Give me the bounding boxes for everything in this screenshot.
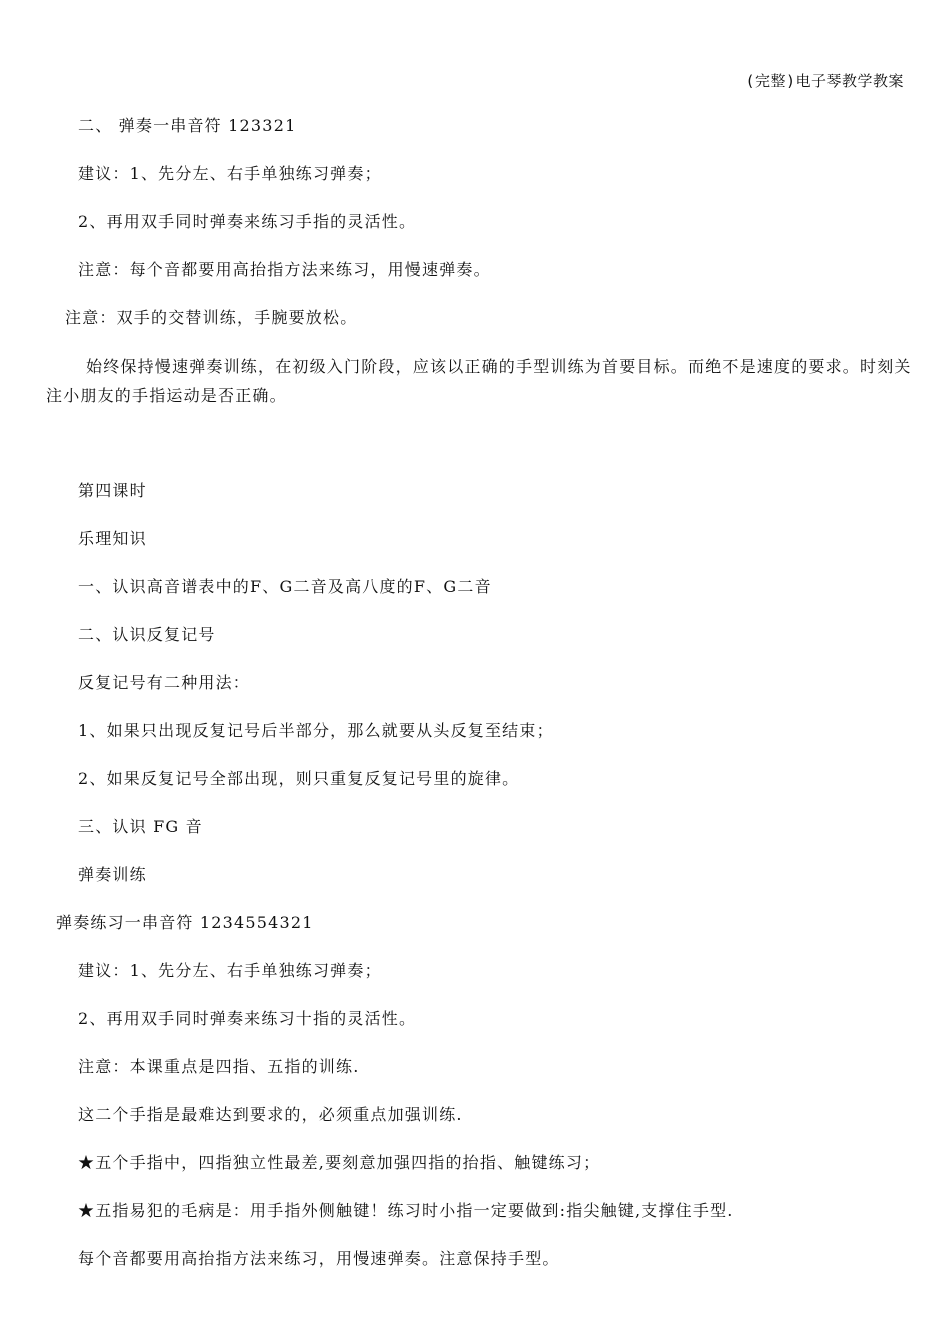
theory-item-3: 三、认识 FG 音: [78, 817, 203, 836]
lesson-title: 第四课时: [78, 481, 147, 500]
guidance-paragraph: 始终保持慢速弹奏训练，在初级入门阶段，应该以正确的手型训练为首要目标。而绝不是速度的要求。时刻关注小朋友的手指运动是否正确。: [46, 357, 912, 405]
note-line-1: 注意：每个音都要用高抬指方法来练习，用慢速弹奏。: [78, 260, 491, 279]
suggestion-line-2: 2、再用双手同时弹奏来练习手指的灵活性。: [78, 212, 417, 231]
theory-item-1: 一、认识高音谱表中的F、G二音及高八度的F、G二音: [78, 577, 492, 596]
exercise-line: 弹奏练习一串音符 1234554321: [56, 913, 314, 932]
section-heading-play-notes: 二、 弹奏一串音符 123321: [78, 116, 297, 135]
repeat-usage-2: 2、如果反复记号全部出现，则只重复反复记号里的旋律。: [78, 769, 520, 788]
theory-heading: 乐理知识: [78, 529, 147, 548]
repeat-usage-1: 1、如果只出现反复记号后半部分，那么就要从头反复至结束；: [78, 721, 554, 740]
lesson-suggestion-1: 建议：1、先分左、右手单独练习弹奏；: [78, 961, 382, 980]
final-note: 每个音都要用高抬指方法来练习，用慢速弹奏。注意保持手型。: [78, 1249, 560, 1268]
training-heading: 弹奏训练: [78, 865, 147, 884]
lesson-suggestion-2: 2、再用双手同时弹奏来练习十指的灵活性。: [78, 1009, 417, 1028]
repeat-intro: 反复记号有二种用法：: [78, 673, 251, 692]
suggestion-line-1: 建议：1、先分左、右手单独练习弹奏；: [78, 164, 382, 183]
lesson-note-1: 注意：本课重点是四指、五指的训练.: [78, 1057, 360, 1076]
document-header: (完整)电子琴教学教案: [745, 72, 904, 90]
star-tip-1: ★五个手指中，四指独立性最差,要刻意加强四指的抬指、触键练习；: [78, 1153, 601, 1172]
theory-item-2: 二、认识反复记号: [78, 625, 216, 644]
note-line-2: 注意：双手的交替训练，手腕要放松。: [65, 308, 358, 327]
star-tip-2: ★五指易犯的毛病是：用手指外侧触键！练习时小指一定要做到:指尖触键,支撑住手型.: [78, 1201, 734, 1220]
lesson-note-2: 这二个手指是最难达到要求的，必须重点加强训练.: [78, 1105, 463, 1124]
